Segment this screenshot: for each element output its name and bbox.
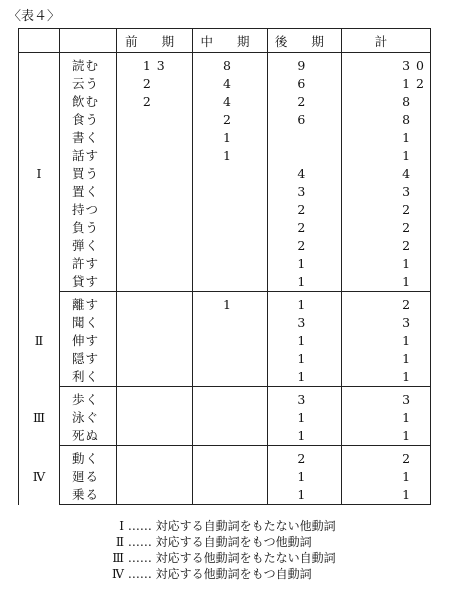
late-count: 9 (267, 53, 341, 76)
verb-cell: 死ぬ (60, 427, 117, 446)
late-count: 4 (267, 165, 341, 183)
table-row (19, 237, 431, 255)
table-row (19, 273, 431, 292)
middle-count (193, 183, 267, 201)
table-row (19, 332, 431, 350)
middle-count (193, 427, 267, 446)
middle-count (193, 165, 267, 183)
total-count: 1 (342, 332, 431, 350)
verb-frequency-table (18, 28, 431, 505)
total-count: 2 (342, 237, 431, 255)
middle-count: 1 (193, 292, 267, 315)
early-count (116, 219, 192, 237)
table-row (19, 409, 431, 427)
early-count (116, 387, 192, 410)
legend-text: …… 対応する自動詞をもたない他動詞 (127, 519, 336, 533)
late-count: 3 (267, 314, 341, 332)
early-count (116, 129, 192, 147)
legend-text: …… 対応する他動詞をもつ自動詞 (127, 567, 312, 581)
late-count: 1 (267, 332, 341, 350)
verb-cell: 書く (60, 129, 117, 147)
early-count (116, 111, 192, 129)
early-count (116, 368, 192, 387)
total-count: 4 (342, 165, 431, 183)
late-count: 1 (267, 468, 341, 486)
legend-item (104, 534, 336, 550)
late-count: 1 (267, 255, 341, 273)
late-count: 1 (267, 350, 341, 368)
table-row (19, 368, 431, 387)
late-count: 3 (267, 387, 341, 410)
total-count: 1 (342, 427, 431, 446)
total-count: 2 (342, 219, 431, 237)
verb-cell: 聞く (60, 314, 117, 332)
legend-item (104, 550, 336, 566)
early-count (116, 255, 192, 273)
middle-count: 4 (193, 75, 267, 93)
table-row (19, 111, 431, 129)
group-label: Ⅰ (19, 53, 60, 292)
verb-cell: 廻る (60, 468, 117, 486)
table-row (19, 201, 431, 219)
table-row (19, 129, 431, 147)
total-count: 1 (342, 255, 431, 273)
verb-cell: 弾く (60, 237, 117, 255)
early-count: 2 (116, 75, 192, 93)
early-count (116, 201, 192, 219)
early-count (116, 332, 192, 350)
middle-count (193, 387, 267, 410)
total-count: 1 (342, 368, 431, 387)
total-count: 1 (342, 486, 431, 505)
verb-cell: 動く (60, 446, 117, 469)
middle-count (193, 273, 267, 292)
total-count: 2 (342, 292, 431, 315)
legend-text: …… 対応する自動詞をもつ他動詞 (127, 535, 312, 549)
late-count: 1 (267, 427, 341, 446)
verb-cell: 乗る (60, 486, 117, 505)
verb-cell: 泳ぐ (60, 409, 117, 427)
total-count: 30 (342, 53, 431, 76)
legend-roman: Ⅳ (112, 567, 124, 581)
early-count (116, 486, 192, 505)
middle-count: 8 (193, 53, 267, 76)
verb-cell: 歩く (60, 387, 117, 410)
header-middle: 中 期 (193, 29, 267, 53)
middle-count: 1 (193, 129, 267, 147)
table-row (19, 486, 431, 505)
late-count: 1 (267, 486, 341, 505)
early-count (116, 314, 192, 332)
total-count: 8 (342, 93, 431, 111)
late-count: 2 (267, 219, 341, 237)
late-count: 2 (267, 237, 341, 255)
middle-count (193, 255, 267, 273)
middle-count (193, 237, 267, 255)
middle-count (193, 486, 267, 505)
late-count (267, 129, 341, 147)
group-label: Ⅱ (19, 292, 60, 387)
middle-count (193, 332, 267, 350)
middle-count (193, 368, 267, 387)
legend-roman: Ⅱ (115, 535, 124, 549)
table-row (19, 314, 431, 332)
early-count (116, 165, 192, 183)
total-count: 1 (342, 147, 431, 165)
middle-count (193, 409, 267, 427)
middle-count (193, 201, 267, 219)
total-count: 3 (342, 314, 431, 332)
early-count (116, 409, 192, 427)
table-row (19, 219, 431, 237)
verb-cell: 買う (60, 165, 117, 183)
table-row (19, 53, 431, 76)
early-count (116, 147, 192, 165)
header-group (19, 29, 60, 53)
verb-cell: 持つ (60, 201, 117, 219)
verb-cell: 貸す (60, 273, 117, 292)
verb-cell: 話す (60, 147, 117, 165)
header-total: 計 (342, 29, 431, 53)
late-count: 2 (267, 201, 341, 219)
total-count: 2 (342, 201, 431, 219)
verb-cell: 隠す (60, 350, 117, 368)
verb-cell: 読む (60, 53, 117, 76)
middle-count (193, 446, 267, 469)
group-label: Ⅲ (19, 387, 60, 446)
verb-cell: 利く (60, 368, 117, 387)
verb-cell: 伸す (60, 332, 117, 350)
total-count: 1 (342, 273, 431, 292)
table-caption: 〈表４〉 (8, 9, 61, 24)
early-count (116, 292, 192, 315)
table-row (19, 446, 431, 469)
early-count (116, 427, 192, 446)
late-count: 1 (267, 292, 341, 315)
late-count: 2 (267, 93, 341, 111)
header-early: 前 期 (116, 29, 192, 53)
verb-cell: 許す (60, 255, 117, 273)
total-count: 1 (342, 129, 431, 147)
table-row (19, 468, 431, 486)
header-verb (60, 29, 117, 53)
table-body (19, 53, 431, 505)
header-row (19, 29, 431, 53)
legend-text: …… 対応する他動詞をもたない自動詞 (127, 551, 336, 565)
table-row (19, 255, 431, 273)
total-count: 1 (342, 350, 431, 368)
table-row (19, 75, 431, 93)
verb-cell: 食う (60, 111, 117, 129)
verb-cell: 飲む (60, 93, 117, 111)
late-count (267, 147, 341, 165)
late-count: 1 (267, 368, 341, 387)
table-row (19, 350, 431, 368)
early-count (116, 446, 192, 469)
early-count (116, 468, 192, 486)
verb-cell: 負う (60, 219, 117, 237)
legend-item (104, 518, 336, 534)
table-row (19, 165, 431, 183)
late-count: 3 (267, 183, 341, 201)
group-label: Ⅳ (19, 446, 60, 505)
late-count: 6 (267, 75, 341, 93)
legend-item (104, 566, 336, 582)
early-count (116, 237, 192, 255)
early-count: 13 (116, 53, 192, 76)
middle-count (193, 314, 267, 332)
legend-roman: Ⅲ (112, 551, 124, 565)
total-count: 3 (342, 387, 431, 410)
middle-count (193, 468, 267, 486)
total-count: 8 (342, 111, 431, 129)
table-row (19, 387, 431, 410)
verb-cell: 離す (60, 292, 117, 315)
table-row (19, 183, 431, 201)
late-count: 1 (267, 409, 341, 427)
header-late: 後 期 (267, 29, 341, 53)
table-row (19, 292, 431, 315)
verb-cell: 置く (60, 183, 117, 201)
early-count: 2 (116, 93, 192, 111)
table-row (19, 93, 431, 111)
early-count (116, 183, 192, 201)
middle-count: 2 (193, 111, 267, 129)
total-count: 1 (342, 468, 431, 486)
legend (104, 518, 336, 582)
middle-count: 4 (193, 93, 267, 111)
middle-count (193, 350, 267, 368)
middle-count: 1 (193, 147, 267, 165)
late-count: 6 (267, 111, 341, 129)
legend-roman: Ⅰ (119, 519, 124, 533)
total-count: 3 (342, 183, 431, 201)
total-count: 1 (342, 409, 431, 427)
verb-cell: 云う (60, 75, 117, 93)
late-count: 1 (267, 273, 341, 292)
late-count: 2 (267, 446, 341, 469)
total-count: 12 (342, 75, 431, 93)
early-count (116, 273, 192, 292)
early-count (116, 350, 192, 368)
middle-count (193, 219, 267, 237)
total-count: 2 (342, 446, 431, 469)
table-row (19, 147, 431, 165)
table-row (19, 427, 431, 446)
